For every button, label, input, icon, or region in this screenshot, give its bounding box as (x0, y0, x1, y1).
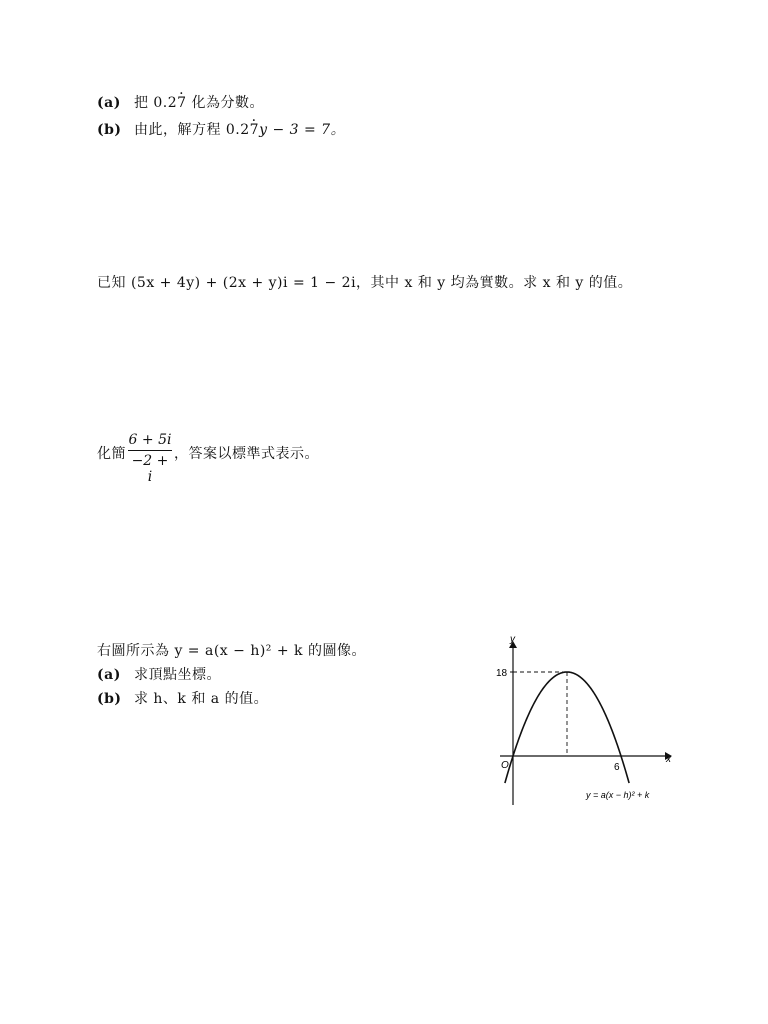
q1-part-a (97, 92, 264, 112)
x-tick-label: 6 (614, 762, 620, 773)
q3-prefix: 化簡 (97, 446, 126, 462)
q1-a-label: (a) (97, 95, 121, 111)
q1-b-recurring-digit: 7 · (250, 122, 259, 138)
q4-a-text: 求頂點坐標。 (133, 667, 221, 683)
q4-intro: 右圖所示為 y = a(x − h)² + k 的圖像。 (97, 643, 366, 659)
q4-part-b (97, 688, 268, 708)
q1-b-text-pre: 由此，解方程 0.2 (133, 122, 250, 138)
q1-a-recurring-digit: 7 · (177, 95, 186, 111)
q3-fraction (128, 432, 172, 485)
q4-b-text: 求 h、k 和 a 的值。 (133, 691, 269, 707)
curve-label: y = a(x − h)² + k (586, 790, 650, 800)
q3-denominator: −2 + i (131, 453, 169, 485)
q3-numerator: 6 + 5i (128, 432, 172, 451)
parabola-graph (480, 630, 680, 810)
q2-text: 已知 (5x + 4y) + (2x + y)i = 1 − 2i，其中 x 和 y 均為實數。求 x 和 y 的值。 (97, 275, 633, 291)
q1-a-text-post: 化為分數。 (186, 95, 265, 111)
q4-b-label: (b) (97, 691, 122, 707)
q4-a-label: (a) (97, 667, 121, 683)
q3-suffix: ，答案以標準式表示。 (174, 446, 319, 462)
origin-label: O (501, 760, 509, 771)
q4-part-a (97, 664, 221, 684)
q1-b-text-post: y − 3 = 7。 (259, 122, 346, 138)
q1-b-label: (b) (97, 122, 122, 138)
y-tick-label: 18 (496, 668, 508, 679)
q1-part-b (97, 119, 345, 139)
q1-a-text-pre: 把 0.2 (133, 95, 178, 111)
y-axis-label: y (510, 634, 515, 645)
x-axis-label: x (666, 754, 671, 765)
